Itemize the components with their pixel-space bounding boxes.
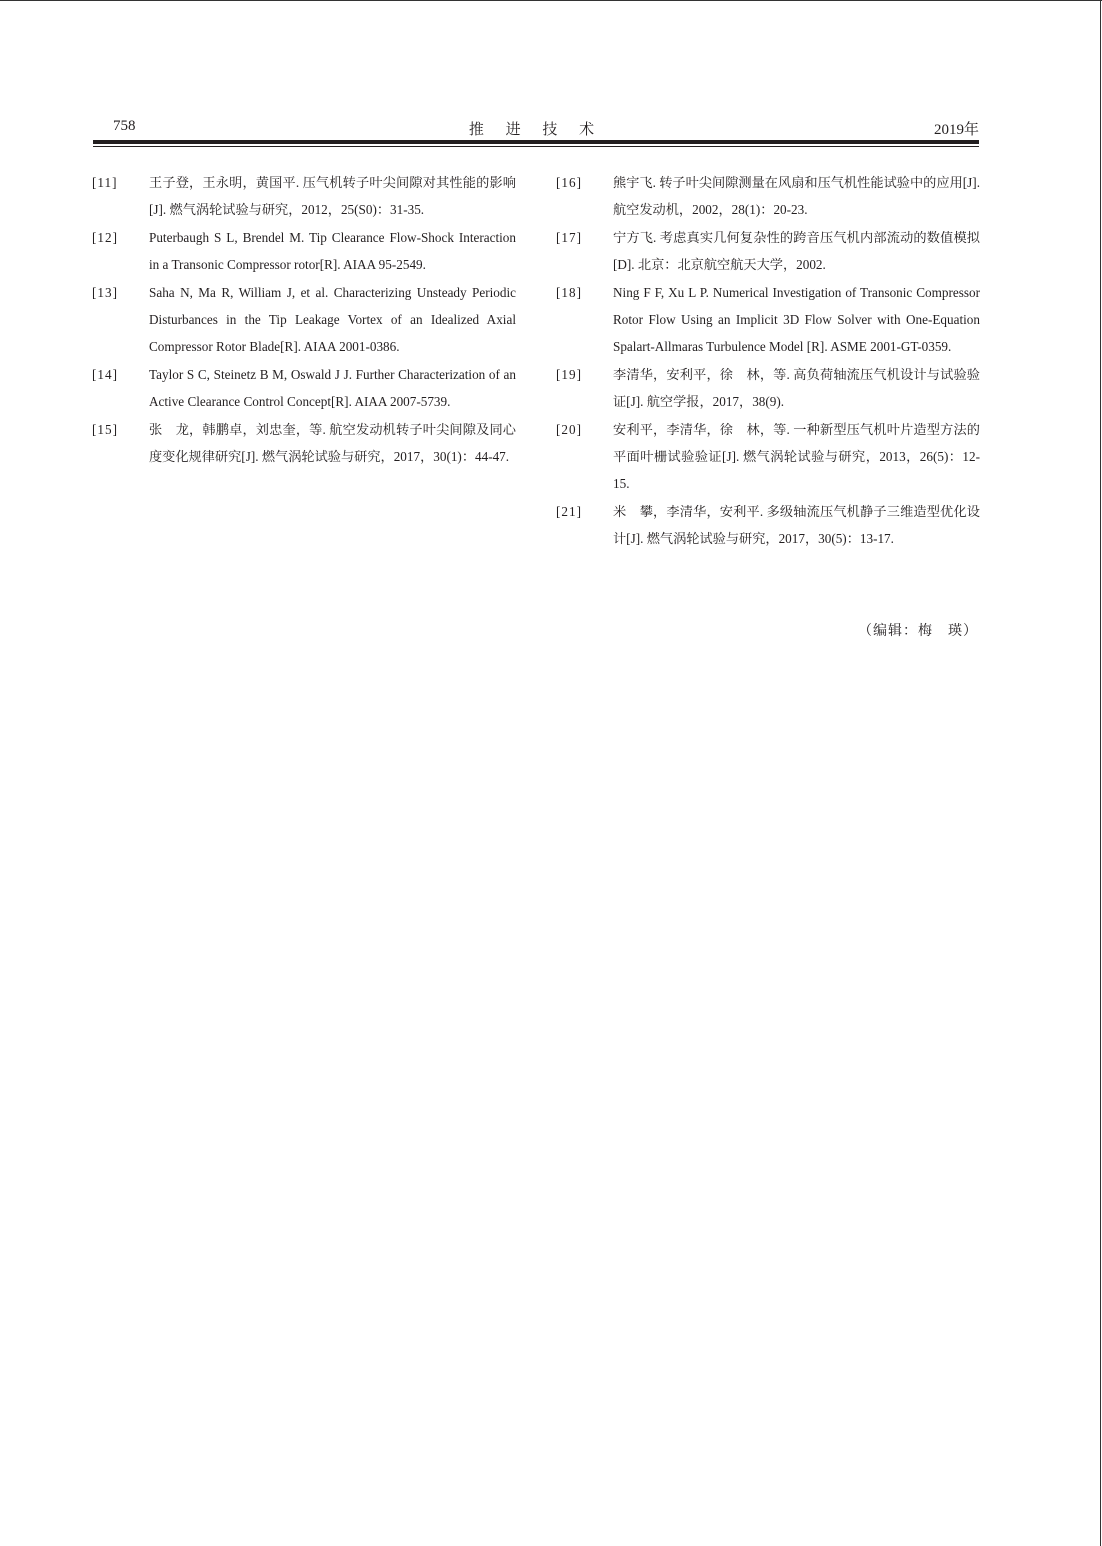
reference-item — [556, 279, 980, 361]
reference-text: 安利平，李清华，徐 林，等. 一种新型压气机叶片造型方法的平面叶栅试验验证[J]. 燃气涡轮试验与研究，2013，26(5)：12-15. — [613, 421, 980, 492]
reference-text: 李清华，安利平，徐 林，等. 高负荷轴流压气机设计与试验验证[J]. 航空学报，2017，38(9). — [613, 366, 980, 410]
reference-item — [92, 361, 516, 416]
reference-text: 熊宇飞. 转子叶尖间隙测量在风扇和压气机性能试验中的应用[J]. 航空发动机，2002，28(1)：20-23. — [613, 175, 980, 218]
reference-item — [92, 224, 516, 279]
page-number: 758 — [113, 118, 136, 134]
reference-item — [556, 169, 980, 224]
reference-item — [556, 416, 980, 498]
header-rule-thick — [93, 140, 979, 144]
reference-number: [21] — [556, 503, 582, 519]
editor-note: （编辑：梅 瑛） — [858, 624, 978, 639]
reference-item — [556, 224, 980, 279]
reference-number: [15] — [92, 421, 118, 437]
reference-item — [92, 169, 516, 224]
reference-text: Saha N, Ma R, William J, et al. Characterizing Unsteady Periodic Disturbances in the Tip Leakage Vortex of an Idealized Axial Compressor Rotor Blade[R]. AIAA 2001-0386. — [149, 284, 516, 355]
references-left-column — [92, 169, 516, 470]
reference-number: [18] — [556, 284, 582, 300]
journal-title: 推 进 技 术 — [468, 122, 604, 138]
reference-number: [13] — [92, 284, 118, 300]
page-border-right — [1100, 0, 1101, 1546]
reference-text: Ning F F, Xu L P. Numerical Investigation of Transonic Compressor Rotor Flow Using an Implicit 3D Flow Solver with One-Equation Spalart-Allmaras Turbulence Model [R]. ASME 2001-GT-0359. — [613, 284, 980, 355]
reference-number: [11] — [92, 175, 118, 190]
reference-number: [17] — [556, 229, 582, 245]
reference-text: 宁方飞. 考虑真实几何复杂性的跨音压气机内部流动的数值模拟[D]. 北京：北京航空航天大学，2002. — [613, 229, 980, 273]
running-header — [93, 114, 979, 140]
reference-item — [556, 498, 980, 553]
issue-year: 2019年 — [933, 122, 979, 138]
references-right-column — [556, 169, 980, 553]
reference-item — [92, 279, 516, 361]
reference-item — [556, 361, 980, 416]
page-border-top — [0, 0, 1102, 1]
reference-number: [14] — [92, 366, 118, 382]
reference-item — [92, 416, 516, 471]
reference-text: Puterbaugh S L, Brendel M. Tip Clearance Flow-Shock Interaction in a Transonic Compressor rotor[R]. AIAA 95-2549. — [149, 229, 516, 273]
reference-text: 王子登，王永明，黄国平. 压气机转子叶尖间隙对其性能的影响[J]. 燃气涡轮试验与研究，2012，25(S0)：31-35. — [149, 175, 516, 218]
reference-number: [20] — [556, 421, 582, 437]
reference-text: 米 攀，李清华，安利平. 多级轴流压气机静子三维造型优化设计[J]. 燃气涡轮试验与研究，2017，30(5)：13-17. — [613, 503, 980, 547]
reference-number: [19] — [556, 366, 582, 382]
reference-number: [16] — [556, 175, 582, 190]
header-rule-thin — [93, 146, 979, 147]
reference-text: Taylor S C, Steinetz B M, Oswald J J. Further Characterization of an Active Clearance Control Concept[R]. AIAA 2007-5739. — [149, 366, 516, 410]
reference-number: [12] — [92, 229, 118, 245]
reference-text: 张 龙，韩鹏卓，刘忠奎，等. 航空发动机转子叶尖间隙及同心度变化规律研究[J]. 燃气涡轮试验与研究，2017，30(1)：44-47. — [149, 421, 516, 465]
